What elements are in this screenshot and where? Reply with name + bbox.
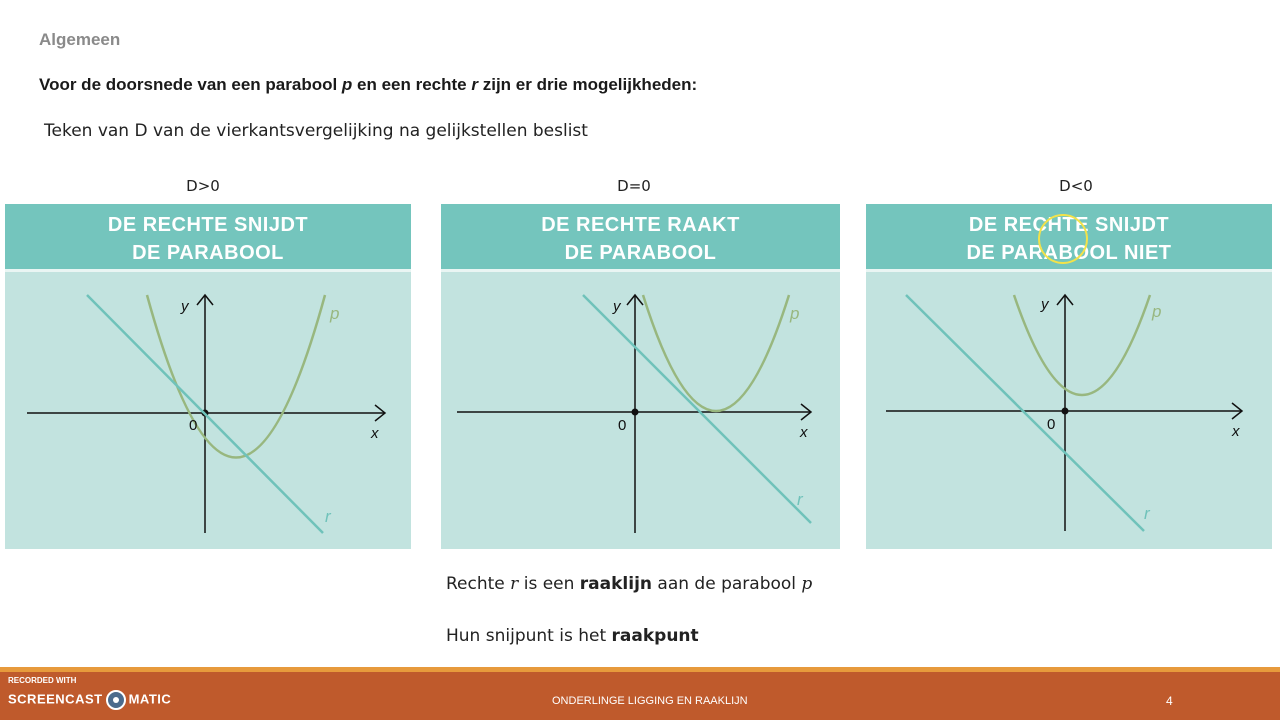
origin-dot [632,409,639,416]
parabola-label: p [330,304,340,323]
subline: Teken van D van de vierkantsvergelijking na gelijkstellen beslist [44,121,588,141]
x-axis-label: x [800,424,808,441]
line-r [906,295,1144,531]
intro-part: Voor de doorsnede van een parabool [39,75,342,94]
slide-footer [0,672,1280,720]
page-number: 4 [1166,694,1173,708]
origin-dot [1062,408,1069,415]
screencast-logo [8,690,171,710]
brand-part: SCREENCAST [8,691,103,707]
panel-tangent [441,204,840,549]
conclusion-tangent-line [446,574,812,594]
line-label: r [325,507,331,526]
origin-label: 0 [618,417,627,434]
conclusion-part: aan de parabool [652,574,802,594]
case-label-d-zero: D=0 [617,177,651,195]
panel-heading-line: DE RECHTE RAAKT [541,214,740,236]
intro-symbol-r: r [471,75,478,94]
panel-heading-line: DE PARABOOL NIET [966,242,1172,264]
panel-heading-line: DE PARABOOL [132,242,284,264]
intro-text [39,75,697,95]
case-label-d-positive: D>0 [186,177,220,195]
panel-heading-line: DE RECHTE SNIJDT [107,214,309,236]
parabola-p [1014,295,1150,395]
parabola-p [147,295,325,458]
intro-symbol-p: p [341,75,353,94]
y-axis-label: y [1041,296,1049,313]
conclusion-part: Hun snijpunt is het [446,626,612,646]
brand-part: MATIC [128,691,172,707]
graph-tangent [441,275,840,549]
x-axis-label: x [371,425,379,442]
line-label: r [797,490,803,509]
term-raaklijn: raaklijn [579,574,653,594]
y-axis-label: y [181,298,189,315]
conclusion-tangent-point [446,626,699,646]
line-label: r [1144,504,1150,523]
panel-heading-line: DE RECHTE SNIJDT [968,214,1170,236]
panel-intersects [5,204,411,549]
symbol-p: p [801,574,813,594]
record-icon [106,690,126,710]
cursor-highlight [1038,214,1088,264]
term-raakpunt: raakpunt [611,626,699,646]
recorded-with-label: RECORDED WITH [8,676,77,685]
case-label-d-negative: D<0 [1059,177,1093,195]
parabola-p [643,295,789,411]
symbol-r: r [510,574,519,594]
y-axis-label: y [613,298,621,315]
conclusion-part: Rechte [446,574,511,594]
intro-part: en een rechte [352,75,472,94]
panel-heading [5,204,411,272]
panel-heading [441,204,840,272]
parabola-label: p [1152,302,1162,321]
graph-no-intersection [866,275,1272,549]
intro-part: zijn er drie mogelijkheden: [478,75,698,94]
origin-label: 0 [189,417,198,434]
footer-title: ONDERLINGE LIGGING EN RAAKLIJN [552,695,748,707]
parabola-label: p [790,304,800,323]
origin-label: 0 [1047,416,1056,433]
x-axis-label: x [1232,423,1240,440]
conclusion-part: is een [518,574,580,594]
graph-intersects [5,275,411,549]
panel-heading-line: DE PARABOOL [564,242,717,264]
section-label: Algemeen [39,30,121,49]
